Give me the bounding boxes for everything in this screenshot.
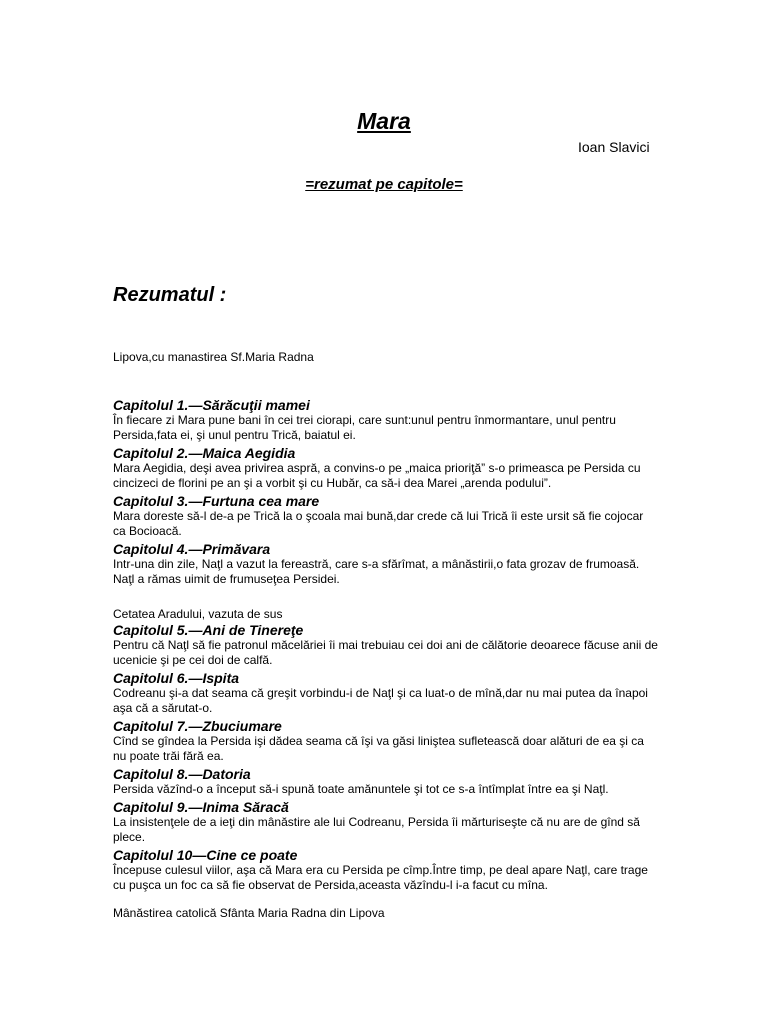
image-caption-lipova: Lipova,cu manastirea Sf.Maria Radna (113, 350, 314, 364)
spacer (113, 589, 658, 607)
chapter-summary: Codreanu şi-a dat seama că greşit vorbindu-i de Naţl şi ca luat-o de mînă,dar nu mai putea da înapoi aşa că a sărutat-o. (113, 686, 648, 715)
chapter-summary: La insistenţele de a ieţi din mânăstire ale lui Codreanu, Persida îi mărturiseşte că nu are de gînd să plece. (113, 815, 640, 844)
document-subtitle: =rezumat pe capitole= (305, 176, 463, 193)
chapter-title: Capitolul 5.—Ani de Tinereţe (113, 622, 304, 638)
chapter-summary: Mara Aegidia, deşi avea privirea aspră, a convins-o pe „maica prioriţă” s-o primeasca pe Persida cu cincizeci de florini pe an şi a vorbit şi cu Hubăr, ca să-i dea Marei „arenda podului”. (113, 461, 641, 490)
chapter-title: Capitolul 9.—Inima Săracă (113, 799, 289, 815)
chapter-summary: În fiecare zi Mara pune bani în cei trei ciorapi, care sunt:unul pentru înmormantare, unul pentru Persida,fata ei, şi unul pentru Trică, baiatul ei. (113, 413, 616, 442)
chapter-title: Capitolul 10—Cine ce poate (113, 847, 298, 863)
author-name: Ioan Slavici (578, 139, 650, 155)
chapter-summary: Pentru că Naţl să fie patronul măcelăriei îi mai trebuiau cei doi ani de călătorie deoarece făcuse anii de ucenicie şi pe cei doi de calfă. (113, 638, 658, 667)
chapter-title: Capitolul 6.—Ispita (113, 670, 240, 686)
chapter-summary: Persida văzînd-o a început să-i spună toate amănuntele şi tot ce s-a întîmplat între ea şi Naţl. (113, 782, 609, 796)
chapter-title: Capitolul 3.—Furtuna cea mare (113, 493, 320, 509)
document-title: Mara (357, 108, 411, 134)
chapter-title: Capitolul 7.—Zbuciumare (113, 718, 282, 734)
image-caption-arad: Cetatea Aradului, vazuta de sus (113, 607, 283, 621)
chapter-title: Capitolul 1.—Sărăcuţii mamei (113, 397, 310, 413)
chapters-list (113, 397, 658, 895)
chapter-title: Capitolul 2.—Maica Aegidia (113, 445, 296, 461)
chapter-summary: Intr-una din zile, Naţl a vazut la fereastră, care s-a sfărîmat, a mânăstirii,o fata grozav de frumoasă. Naţl a rămas uimit de frumuseţea Persidei. (113, 557, 640, 586)
image-caption-radna: Mânăstirea catolică Sfânta Maria Radna din Lipova (113, 906, 385, 920)
chapter-title: Capitolul 4.—Primăvara (113, 541, 271, 557)
chapter-summary: Cînd se gîndea la Persida işi dădea seama că îşi va găsi liniştea sufletească doar alături de ea şi ca nu poate trăi fără ea. (113, 734, 644, 763)
section-heading: Rezumatul : (113, 284, 227, 306)
chapter-summary: Începuse culesul viilor, aşa că Mara era cu Persida pe cîmp.Între timp, pe deal apare Naţl, care trage cu puşca un foc ca să fie observat de Persida,aceasta văzîndu-l i-a facut cu mîna. (113, 863, 648, 892)
chapter-summary: Mara doreste să-l de-a pe Trică la o şcoala mai bună,dar crede că lui Trică îi este ursit să fie cojocar ca Bocioacă. (113, 509, 644, 538)
chapter-title: Capitolul 8.—Datoria (113, 766, 251, 782)
